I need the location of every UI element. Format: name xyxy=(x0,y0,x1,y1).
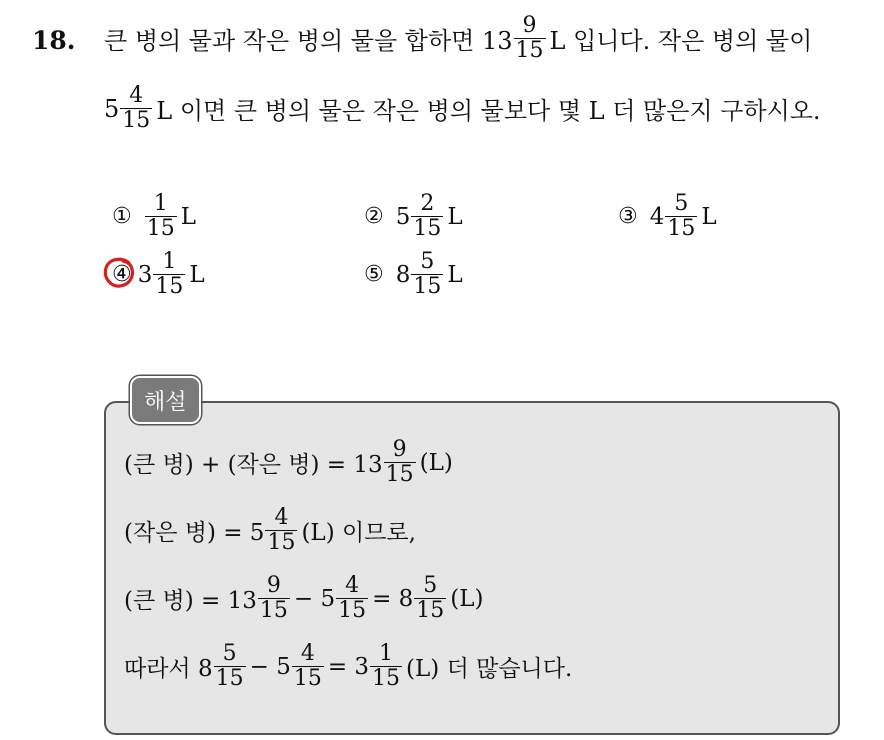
solution-text: (큰 병) + (작은 병) = 13 xyxy=(124,452,383,479)
unit: L xyxy=(447,203,463,230)
solution-line-4 xyxy=(124,642,572,691)
fraction-denominator: 15 xyxy=(416,598,445,624)
fraction-denominator: 15 xyxy=(215,666,244,692)
mixed-whole: 5 xyxy=(104,94,120,123)
fraction xyxy=(265,506,297,555)
fraction-denominator: 15 xyxy=(372,666,401,692)
fraction xyxy=(665,192,697,241)
fraction xyxy=(258,574,290,623)
fraction xyxy=(411,192,443,241)
fraction-numerator: 4 xyxy=(300,641,315,666)
fraction-numerator: 4 xyxy=(129,83,144,108)
fraction xyxy=(145,192,177,241)
solution-text: (L) xyxy=(450,585,484,612)
solution-text: (L) xyxy=(419,449,453,476)
fraction-numerator: 4 xyxy=(345,573,360,598)
solution-tag: 해설 xyxy=(130,376,201,424)
fraction xyxy=(370,642,402,691)
mixed-whole: 8 xyxy=(395,261,411,288)
unit: L xyxy=(701,203,717,230)
solution-line-3 xyxy=(124,574,484,623)
mixed-whole: 3 xyxy=(137,261,153,288)
fraction-denominator: 15 xyxy=(413,274,442,300)
fraction-denominator: 15 xyxy=(267,530,296,556)
solution-text: − 5 xyxy=(249,653,291,680)
solution-text: (L) 더 많습니다. xyxy=(406,656,573,683)
fraction-denominator: 15 xyxy=(385,462,414,488)
choice-3[interactable] xyxy=(618,192,717,241)
solution-text: = 8 xyxy=(372,585,414,612)
fraction-denominator: 15 xyxy=(293,666,322,692)
fraction-numerator: 9 xyxy=(392,437,407,462)
choice-marker: ② xyxy=(364,204,384,230)
question-text: 큰 병의 물과 작은 병의 물을 합하면 13 xyxy=(104,27,513,56)
solution-text: − 5 xyxy=(293,585,336,612)
fraction xyxy=(414,574,446,623)
fraction-denominator: 15 xyxy=(146,216,175,242)
question-line-1 xyxy=(104,14,812,63)
choice-1[interactable] xyxy=(112,192,196,241)
choice-2[interactable] xyxy=(364,192,463,241)
fraction xyxy=(292,642,324,691)
fraction-denominator: 15 xyxy=(667,216,696,242)
question-number: 18. xyxy=(32,26,76,55)
unit: L xyxy=(180,203,197,230)
fraction-denominator: 15 xyxy=(338,598,367,624)
fraction-numerator: 5 xyxy=(420,249,435,274)
fraction-denominator: 15 xyxy=(259,598,288,624)
fraction-numerator: 5 xyxy=(423,573,438,598)
solution-text: (작은 병) = 5 xyxy=(124,520,265,547)
fraction-denominator: 15 xyxy=(122,108,151,134)
mixed-whole: 5 xyxy=(395,203,411,230)
fraction-numerator: 1 xyxy=(162,249,177,274)
fraction-numerator: 1 xyxy=(153,191,168,216)
fraction-numerator: 5 xyxy=(222,641,237,666)
choice-marker: ④ xyxy=(112,262,132,288)
fraction xyxy=(153,250,185,299)
fraction xyxy=(411,250,443,299)
fraction xyxy=(514,14,546,63)
solution-text: 따라서 8 xyxy=(124,656,213,683)
fraction-numerator: 5 xyxy=(674,191,689,216)
fraction-numerator: 9 xyxy=(266,573,281,598)
question-text: L 입니다. 작은 병의 물이 xyxy=(549,27,813,56)
solution-text: (L) 이므로, xyxy=(301,520,416,547)
choice-5[interactable] xyxy=(364,250,463,299)
question-line-2 xyxy=(104,84,821,133)
fraction-denominator: 15 xyxy=(413,216,442,242)
fraction-numerator: 2 xyxy=(420,191,435,216)
question-text: L 이면 큰 병의 물은 작은 병의 물보다 몇 L 더 많은지 구하시오. xyxy=(156,97,821,126)
fraction xyxy=(336,574,368,623)
fraction xyxy=(214,642,246,691)
unit: L xyxy=(447,261,463,288)
fraction xyxy=(384,438,416,487)
fraction-denominator: 15 xyxy=(515,38,544,64)
fraction-denominator: 15 xyxy=(155,274,184,300)
answer-circle-icon xyxy=(101,255,137,291)
solution-line-2 xyxy=(124,506,416,555)
fraction-numerator: 4 xyxy=(274,505,289,530)
solution-text: = 3 xyxy=(327,653,370,680)
choice-marker: ① xyxy=(112,204,132,230)
choice-marker: ⑤ xyxy=(364,262,384,288)
unit: L xyxy=(189,261,205,288)
fraction xyxy=(120,84,152,133)
choice-marker: ③ xyxy=(618,204,638,230)
mixed-whole: 4 xyxy=(649,203,665,230)
solution-line-1 xyxy=(124,438,453,487)
fraction-numerator: 9 xyxy=(522,13,537,38)
fraction-numerator: 1 xyxy=(379,641,394,666)
solution-text: (큰 병) = 13 xyxy=(124,588,257,615)
